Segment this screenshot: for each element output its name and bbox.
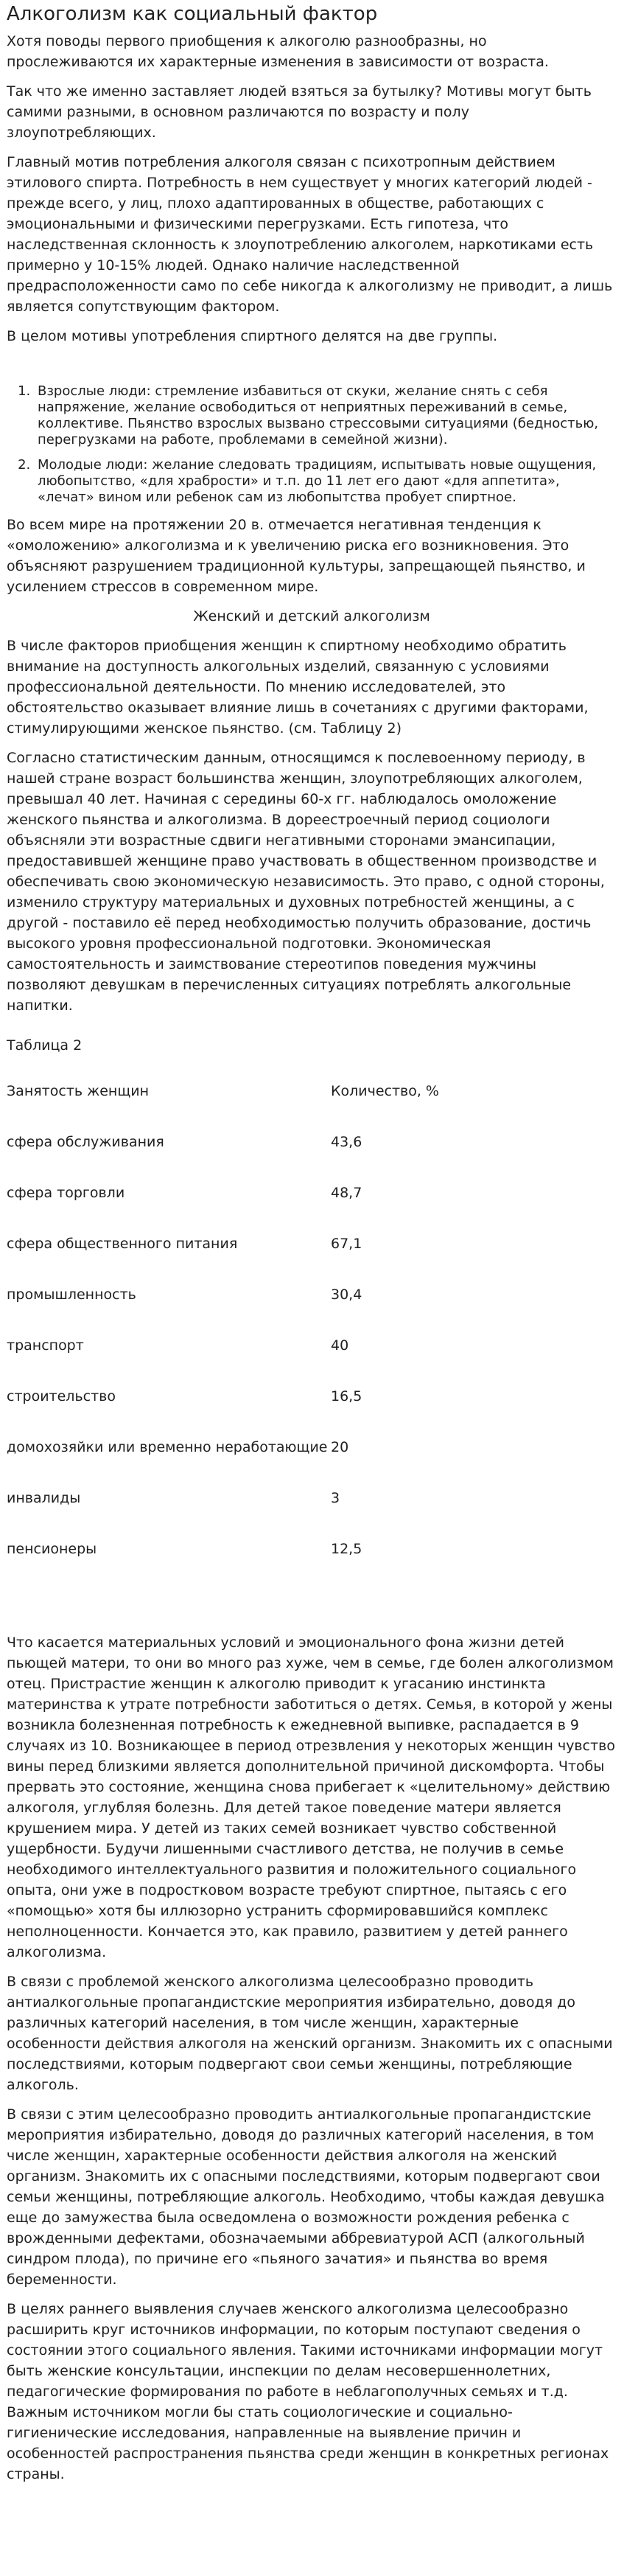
table-cell-percent: 16,5 xyxy=(331,1388,362,1404)
table-header-row xyxy=(7,1081,617,1132)
table-cell-percent: 30,4 xyxy=(331,1287,362,1303)
paragraph-intro-1: Хотя поводы первого приобщения к алкоголю разнообразны, но прослеживаются их характерные изменения в зависимости от возраста. xyxy=(7,33,549,70)
table-row xyxy=(7,1437,617,1488)
paragraph-intro-3: Главный мотив потребления алкоголя связан с психотропным действием этилового спирта. Потребность в нем существует у многих категорий людей - прежде всего, у лиц, плохо адаптированных в обществе, работающих с эмоциональными и физическими перегрузками. Есть гипотеза, что наследственная склонность к злоупотреблению алкоголем, наркотиками есть примерно у 10-15% людей. Однако наличие наследственной предрасположенности само по себе никогда к алкоголизму не приводит, а лишь является сопутствующим фактором. xyxy=(7,154,613,315)
table-cell-percent: 48,7 xyxy=(331,1185,362,1201)
table-cell-occupation: строительство xyxy=(7,1388,116,1404)
table-row xyxy=(7,1183,617,1233)
table-cell-occupation: сфера торговли xyxy=(7,1185,125,1201)
table-row xyxy=(7,1132,617,1183)
table-cell-percent: 20 xyxy=(331,1439,349,1455)
table-cell-occupation: транспорт xyxy=(7,1337,84,1354)
paragraph-closing-2: В связи с проблемой женского алкоголизма целесообразно проводить антиалкогольные пропагандистские мероприятия избирательно, доводя до различных категорий населения, в том числе женщин, характерные особенности действия алкоголя на женский организм. Знакомить их с опасными последствиями, которым подвергают свои семьи женщины, потребляющие алкоголь. xyxy=(7,1974,613,2093)
table-row xyxy=(7,1233,617,1284)
table-header-cell: Занятость женщин xyxy=(7,1083,150,1099)
table-cell-occupation: промышленность xyxy=(7,1287,136,1303)
table-cell-percent: 67,1 xyxy=(331,1236,362,1252)
paragraph-trend: Во всем мире на протяжении 20 в. отмечается негативная тенденция к «омоложению» алкоголизма и к увеличению риска его возникновения. Это объясняют разрушением традиционной культуры, запрещающей пьянство, и усилением стрессов в современном мире. xyxy=(7,517,586,595)
list-item-youth: 2. Молодые люди: желание следовать традициям, испытывать новые ощущения, любопытство, «для храбрости» и т.п. до 11 лет его дают «для аппетита», «лечат» вином или ребенок сам из любопытства пробует спиртное. xyxy=(35,457,617,506)
table-row xyxy=(7,1386,617,1437)
table-cell-occupation: пенсионеры xyxy=(7,1541,97,1557)
table-cell-percent: 40 xyxy=(331,1337,349,1354)
table-cell-percent: 43,6 xyxy=(331,1134,362,1150)
list-spacer xyxy=(7,355,617,383)
paragraph-intro-2: Так что же именно заставляет людей взяться за бутылку? Мотивы могут быть самими разными, в основном различаются по возрасту и полу злоупотребляющих. xyxy=(7,83,592,141)
paragraph-women-2: Согласно статистическим данным, относящимся к послевоенному периоду, в нашей стране возраст большинства женщин, злоупотребляющих алкоголем, превышал 40 лет. Начиная с середины 60-х гг. наблюдалось омоложение женского пьянства и алкоголизма. В дореестроечный период социологи объясняли эти возрастные сдвиги негативными сторонами эмансипации, предоставившей женщине право участвовать в общественном производстве и обеспечивать свою экономическую независимость. Это право, с одной стороны, изменило структуру материальных и духовных потребностей женщины, а с другой - поставило её перед необходимостью получить образование, достичь высокого уровня профессиональной подготовки. Экономическая самостоятельность и заимствование стереотипов поведения мужчины позволяют девушкам в перечисленных ситуациях потреблять алкогольные напитки. xyxy=(7,750,605,1014)
motives-list xyxy=(7,383,617,506)
table-caption: Таблица 2 xyxy=(7,1037,83,1054)
table-cell-percent: 12,5 xyxy=(331,1541,362,1557)
table-cell-occupation: сфера общественного питания xyxy=(7,1236,238,1252)
employment-table xyxy=(7,1081,617,1590)
section-heading: Женский и детский алкоголизм xyxy=(193,608,430,624)
table-row xyxy=(7,1335,617,1386)
table-cell-occupation: сфера обслуживания xyxy=(7,1134,164,1150)
paragraph-women-1: В числе факторов приобщения женщин к спиртному необходимо обратить внимание на доступность алкогольных изделий, связанную с условиями профессиональной деятельности. По мнению исследователей, это обстоятельство оказывает влияние лишь в сочетаниях с другими факторами, стимулирующими женское пьянство. (см. Таблицу 2) xyxy=(7,638,589,737)
table-row xyxy=(7,1488,617,1539)
paragraph-closing-1: Что касается материальных условий и эмоционального фона жизни детей пьющей матери, то они во много раз хуже, чем в семье, где болен алкоголизмом отец. Пристрастие женщин к алкоголю приводит к угасанию инстинкта материнства к утрате потребности заботиться о детях. Семья, в которой у жены возникла болезненная потребность к ежедневной выпивке, распадается в 9 случаях из 10. Возникающее в период отрезвления у некоторых женщин чувство вины перед близкими является дополнительной причиной дискомфорта. Чтобы прервать это состояние, женщина снова прибегает к «целительному» действию алкоголя, углубляя болезнь. Для детей такое поведение матери является крушением мира. У детей из таких семей возникает чувство собственной ущербности. Будучи лишенными счастливого детства, не получив в семье необходимого интеллектуального развития и положительного социального опыта, они уже в подростковом возрасте требуют спиртное, пытаясь с его «помощью» хотя бы иллюзорно устранить сформировавшийся комплекс неполноценности. Кончается это, как правило, развитием у детей раннего алкоголизма. xyxy=(7,1635,615,1960)
table-row xyxy=(7,1539,617,1590)
table-cell-occupation: инвалиды xyxy=(7,1490,81,1506)
paragraph-closing-3: В связи с этим целесообразно проводить антиалкогольные пропагандистские мероприятия избирательно, доводя до различных категорий населения, в том числе женщин, характерные особенности действия алкоголя на женский организм. Знакомить их с опасными последствиями, которым подвергают свои семьи женщины, потребляющие алкоголь. Необходимо, чтобы каждая девушка еще до замужества была осведомлена о возможности рождения ребенка с врожденными дефектами, обозначаемыми аббревиатурой АСП (алкогольный синдром плода), по причине его «пьяного зачатия» и пьянства во время беременности. xyxy=(7,2106,605,2288)
page-title: Алкоголизм как социальный фактор xyxy=(7,3,378,25)
paragraph-closing-4: В целях раннего выявления случаев женского алкоголизма целесообразно расширить круг источников информации, по которым поступают сведения о состоянии этого социального явления. Такими источниками информации могут быть женские консультации, инспекции по делам несовершеннолетних, педагогические формирования по работе в неблагополучных семьях и т.д. Важным источником могли бы стать социологические и социально-гигиенические исследования, направленные на выявление причин и особенностей распространения пьянства среди женщин в конкретных регионах страны. xyxy=(7,2301,609,2482)
table-header-cell: Количество, % xyxy=(331,1083,439,1099)
table-row xyxy=(7,1284,617,1335)
table-cell-occupation: домохозяйки или временно неработающие xyxy=(7,1439,328,1455)
document-page xyxy=(0,3,624,2485)
paragraph-intro-4: В целом мотивы употребления спиртного делятся на две группы. xyxy=(7,328,498,344)
list-item-adults: 1. Взрослые люди: стремление избавиться от скуки, желание снять с себя напряжение, желание освободиться от неприятных переживаний в семье, коллективе. Пьянство взрослых вызвано стрессовыми ситуациями (бедностью, перегрузками на работе, проблемами в семейной жизни). xyxy=(35,383,617,448)
table-cell-percent: 3 xyxy=(331,1490,340,1506)
